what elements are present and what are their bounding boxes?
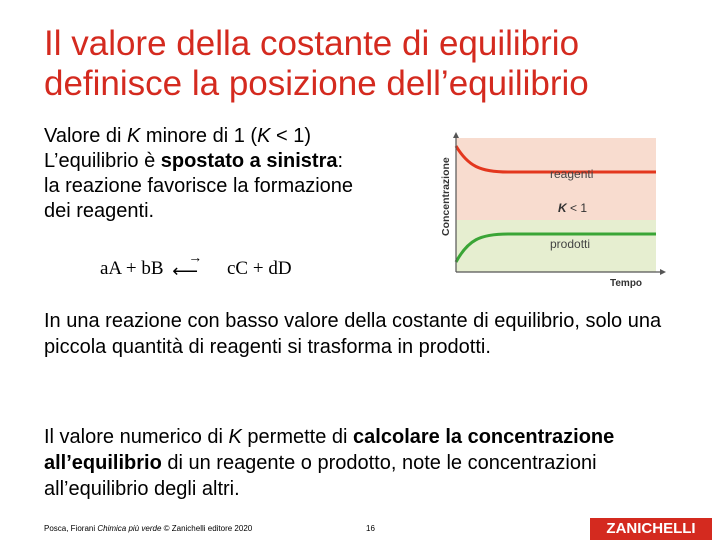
y-axis-label: Concentrazione: [440, 157, 452, 236]
intro-text: [44, 124, 434, 224]
reagenti-label: reagenti: [550, 167, 594, 181]
prodotti-label: prodotti: [550, 237, 591, 251]
publisher-logo: ZANICHELLI: [590, 518, 712, 540]
slide-title: [44, 24, 704, 104]
x-axis-arrow: [660, 269, 666, 275]
y-axis-arrow: [453, 132, 459, 138]
footer-credit: Posca, Fiorani Chimica più verde © Zanichelli editore 2020: [44, 524, 253, 533]
paragraph-low-k: In una reazione con basso valore della costante di equilibrio, solo una piccola quantità di reagenti si trasforma in prodotti.: [44, 310, 662, 358]
intro-line-2: L’equilibrio è spostato a sinistra:: [44, 150, 344, 172]
equilibrium-equation: [100, 250, 292, 281]
title-line-2: definisce la posizione dell’equilibrio: [44, 64, 589, 103]
equation-right: cC + dD: [227, 258, 292, 279]
x-axis-label: Tempo: [610, 278, 643, 289]
concentration-chart: [428, 130, 676, 290]
k-label: K < 1: [558, 201, 588, 215]
title-line-1: Il valore della costante di equilibrio: [44, 24, 580, 63]
intro-heading: Valore di K minore di 1 (K < 1): [44, 125, 311, 147]
equilibrium-arrow: [168, 250, 222, 281]
arrow-bottom: ⟵: [172, 260, 199, 281]
arrow-top: →: [188, 250, 203, 266]
intro-line-4: dei reagenti.: [44, 200, 155, 222]
equation-left: aA + bB: [100, 258, 164, 279]
paragraph-calculate: Il valore numerico di K permette di calcolare la concentrazione all’equilibrio di un reagente o prodotto, note le concentrazioni all’equilibrio degli altri.: [44, 426, 615, 500]
page-number: 16: [366, 524, 375, 533]
intro-line-3: la reazione favorisce la formazione: [44, 175, 354, 197]
